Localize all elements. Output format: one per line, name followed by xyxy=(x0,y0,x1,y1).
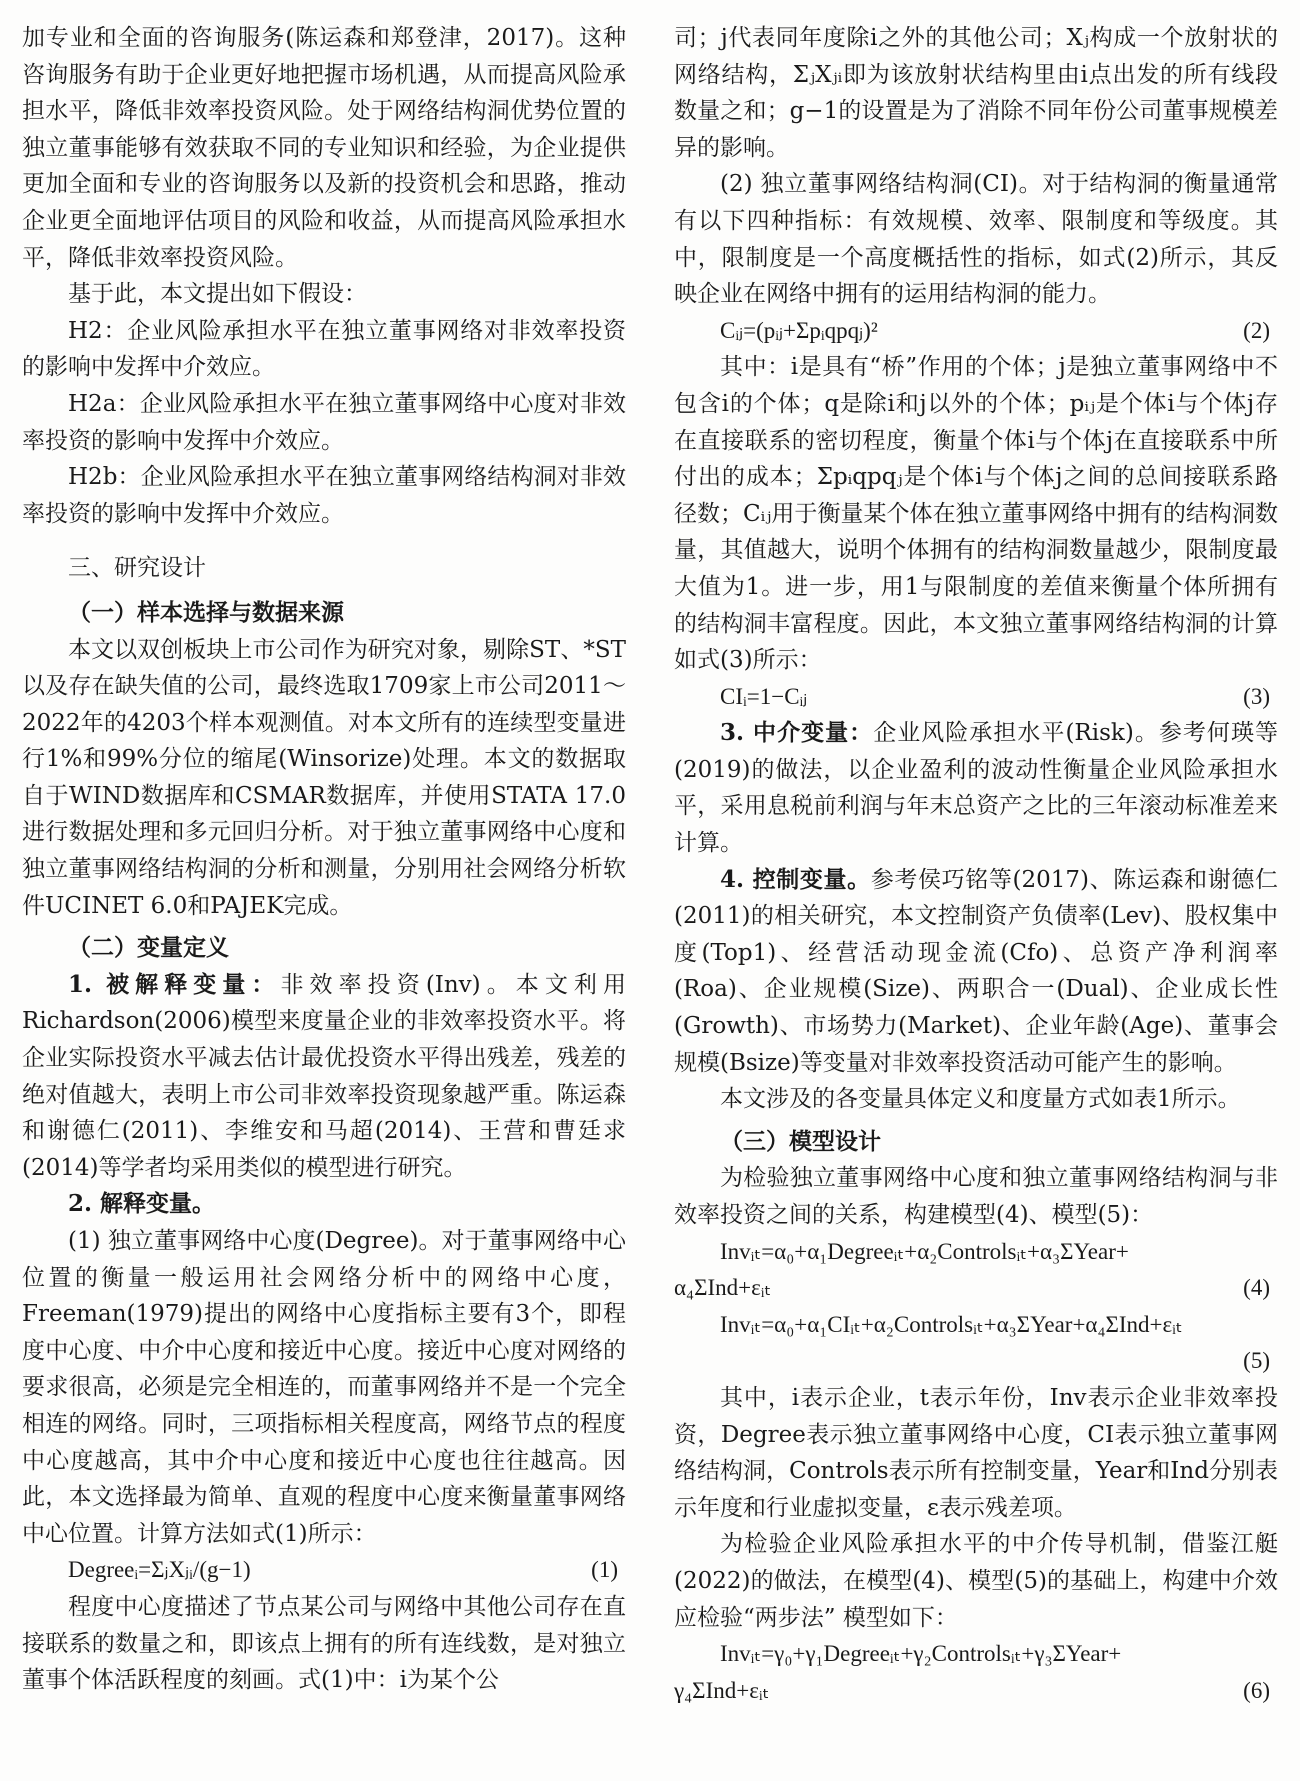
paragraph-text: 基于此，本文提出如下假设： xyxy=(68,281,367,308)
paragraph-text: (2) 独立董事网络结构洞(CI)。对于结构洞的衡量通常有以下四种指标：有效规模、效率、限制度和等级度。其中，限制度是一个高度概括性的指标，如式(2)所示，其反映企业在网络中拥有的运用结构洞的能力。 xyxy=(674,171,1278,308)
subheading-label: 4. 控制变量。 xyxy=(720,865,871,893)
paragraph xyxy=(674,715,1278,861)
paragraph xyxy=(22,1223,626,1552)
paragraph-text: 加专业和全面的咨询服务(陈运森和郑登津，2017)。这种咨询服务有助于企业更好地把握市场机遇，从而提高风险承担水平，降低非效率投资风险。处于网络结构洞优势位置的独立董事能够有效获取不同的专业知识和经验，为企业提供更加全面和专业的咨询服务以及新的投资机会和思路，推动企业更全面地评估项目的风险和收益，从而提高风险承担水平，降低非效率投资风险。 xyxy=(22,25,626,271)
equation-formula-continued: α₄ΣInd+εᵢₜ xyxy=(674,1275,772,1301)
equation xyxy=(674,1234,1278,1307)
paragraph xyxy=(674,1160,1278,1233)
paragraph xyxy=(674,1081,1278,1118)
equation-formula: Degreeᵢ=ΣⱼXⱼᵢ/(g−1) xyxy=(68,1557,251,1583)
equation-formula: Cᵢⱼ=(pᵢⱼ+Σpᵢqpqⱼ)² xyxy=(720,317,878,343)
equation-line xyxy=(674,1234,1278,1271)
subsection-heading: （三）模型设计 xyxy=(720,1128,881,1155)
equation-line xyxy=(674,1270,1278,1307)
paragraph-text: 参考侯巧铭等(2017)、陈运森和谢德仁(2011)的相关研究，本文控制资产负债率(Lev)、股权集中度(Top1)、经营活动现金流(Cfo)、总资产净利润率(Roa)、企业规模(Size)、两职合一(Dual)、企业成长性(Growth)、市场势力(Market)、企业年龄(Age)、董事会规模(Bsize)等变量对非效率投资活动可能产生的影响。 xyxy=(674,866,1278,1076)
paragraph xyxy=(22,1186,626,1223)
equation-formula: Invᵢₜ=α₀+α₁Degreeᵢₜ+α₂Controlsᵢₜ+α₃ΣYear+ xyxy=(720,1238,1129,1264)
subsection-heading: （一）样本选择与数据来源 xyxy=(68,599,344,626)
paragraph xyxy=(22,1589,626,1699)
equation-number: (5) xyxy=(1243,1348,1270,1374)
paragraph xyxy=(674,862,1278,1082)
equation-formula-continued: γ₄ΣInd+εᵢₜ xyxy=(674,1677,770,1703)
paragraph xyxy=(674,166,1278,312)
equation-number: (4) xyxy=(1243,1275,1270,1301)
paragraph-text: H2a：企业风险承担水平在独立董事网络中心度对非效率投资的影响中发挥中介效应。 xyxy=(22,390,626,454)
paragraph xyxy=(674,1526,1278,1636)
equation-number: (2) xyxy=(1243,317,1270,343)
paragraph-text: 程度中心度描述了节点某公司与网络中其他公司存在直接联系的数量之和，即该点上拥有的所有连线数，是对独立董事个体活跃程度的刻画。式(1)中：i为某个公 xyxy=(22,1593,626,1694)
paragraph-text: 本文涉及的各变量具体定义和度量方式如表1所示。 xyxy=(720,1086,1241,1113)
subheading-label: 1. 被解释变量： xyxy=(68,970,281,998)
paragraph xyxy=(674,20,1278,166)
paragraph xyxy=(22,20,626,276)
paragraph-text: 其中，i表示企业，t表示年份，Inv表示企业非效率投资，Degree表示独立董事网络中心度，CI表示独立董事网络结构洞，Controls表示所有控制变量，Year和Ind分别表示年度和行业虚拟变量，ε表示残差项。 xyxy=(674,1384,1278,1521)
subsection-heading: （二）变量定义 xyxy=(68,935,229,962)
section-heading: 三、研究设计 xyxy=(68,555,206,582)
equation-number: (6) xyxy=(1243,1677,1270,1703)
paragraph xyxy=(674,1380,1278,1526)
paragraph-text: H2b：企业风险承担水平在独立董事网络结构洞对非效率投资的影响中发挥中介效应。 xyxy=(22,464,626,527)
paragraph xyxy=(22,313,626,386)
subheading-label: 2. 解释变量。 xyxy=(68,1190,216,1218)
equation xyxy=(674,313,1278,350)
equation-number: (3) xyxy=(1243,683,1270,709)
paragraph-text: (1) 独立董事网络中心度(Degree)。对于董事网络中心位置的衡量一般运用社会网络分析中的网络中心度，Freeman(1979)提出的网络中心度指标主要有3个，即程度中心度、中介中心度和接近中心度。接近中心度对网络的要求很高，必须是完全相连的，而董事网络并不是一个完全相连的网络。同时，三项指标相关程度高，网络节点的程度中心度越高，其中介中心度和接近中心度也往往越高。因此，本文选择最为简单、直观的程度中心度来衡量董事网络中心位置。计算方法如式(1)所示： xyxy=(22,1228,626,1547)
paragraph-text: 非效率投资(Inv)。本文利用Richardson(2006)模型来度量企业的非效率投资水平。将企业实际投资水平减去估计最优投资水平得出残差，残差的绝对值越大，表明上市公司非效率投资现象越严重。陈运森和谢德仁(2011)、李维安和马超(2014)、王营和曹廷求(2014)等学者均采用类似的模型进行研究。 xyxy=(22,971,626,1181)
equation xyxy=(674,1636,1278,1709)
equation xyxy=(22,1552,626,1589)
paragraph-text: 本文以双创板块上市公司作为研究对象，剔除ST、*ST以及存在缺失值的公司，最终选取1709家上市公司2011～2022年的4203个样本观测值。对本文所有的连续型变量进行1%和99%分位的缩尾(Winsorize)处理。本文的数据取自于WIND数据库和CSMAR数据库，并使用STATA 17.0进行数据处理和多元回归分析。对于独立董事网络中心度和独立董事网络结构洞的分析和测量，分别用社会网络分析软件UCINET 6.0和PAJEK完成。 xyxy=(22,636,626,919)
equation-formula: CIᵢ=1−Cᵢⱼ xyxy=(720,683,808,709)
paragraph-text: 企业风险承担水平(Risk)。参考何瑛等(2019)的做法，以企业盈利的波动性衡量企业风险承担水平，采用息税前利润与年末总资产之比的三年滚动标准差来计算。 xyxy=(674,720,1278,857)
equation-line xyxy=(674,1673,1278,1710)
right-column xyxy=(674,20,1278,1709)
paragraph xyxy=(674,349,1278,678)
paragraph xyxy=(22,386,626,459)
equation xyxy=(674,679,1278,716)
equation-line xyxy=(674,1636,1278,1673)
paragraph-text: H2：企业风险承担水平在独立董事网络对非效率投资的影响中发挥中介效应。 xyxy=(22,317,626,381)
paragraph xyxy=(22,459,626,532)
paragraph-text: 其中：i是具有“桥”作用的个体；j是独立董事网络中不包含i的个体；q是除i和j以外的个体；pᵢⱼ是个体i与个体j存在直接联系的密切程度，衡量个体i与个体j在直接联系中所付出的成本；Σpᵢqpqⱼ是个体i与个体j之间的总间接联系路径数；Cᵢⱼ用于衡量某个体在独立董事网络中拥有的结构洞数量，其值越大，说明个体拥有的结构洞数量越少，限制度最大值为1。进一步，用1与限制度的差值来衡量个体所拥有的结构洞丰富程度。因此，本文独立董事网络结构洞的计算如式(3)所示： xyxy=(674,354,1278,674)
left-column xyxy=(22,20,626,1709)
equation-formula: Invᵢₜ=γ₀+γ₁Degreeᵢₜ+γ₂Controlsᵢₜ+γ₃ΣYear+ xyxy=(720,1641,1122,1667)
paragraph-text: 司；j代表同年度除i之外的其他公司；Xⱼ构成一个放射状的网络结构，ΣⱼXⱼᵢ即为该放射状结构里由i点出发的所有线段数量之和；g−1的设置是为了消除不同年份公司董事规模差异的影响。 xyxy=(674,25,1278,161)
subheading-label: 3. 中介变量： xyxy=(720,719,874,747)
paragraph xyxy=(22,967,626,1187)
paragraph-text: 为检验独立董事网络中心度和独立董事网络结构洞与非效率投资之间的关系，构建模型(4)、模型(5)： xyxy=(674,1165,1278,1228)
equation-number: (1) xyxy=(591,1557,618,1583)
equation xyxy=(674,1307,1278,1344)
paragraph xyxy=(22,632,626,925)
paragraph xyxy=(22,276,626,313)
equation-formula: Invᵢₜ=α₀+α₁CIᵢₜ+α₂Controlsᵢₜ+α₃ΣYear+α₄ΣInd+εᵢₜ xyxy=(720,1311,1183,1337)
paragraph-text: 为检验企业风险承担水平的中介传导机制，借鉴江艇(2022)的做法，在模型(4)、模型(5)的基础上，构建中介效应检验“两步法” 模型如下： xyxy=(674,1531,1278,1631)
